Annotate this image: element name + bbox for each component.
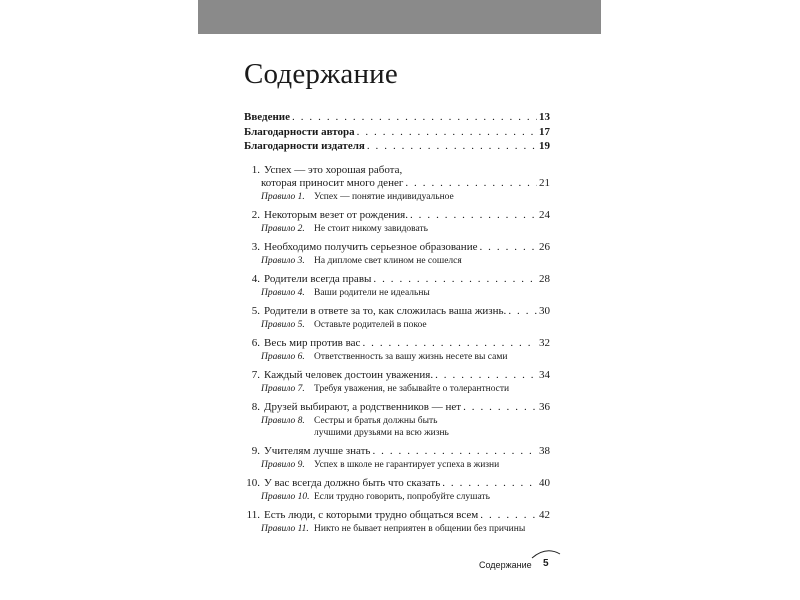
- page-title: Содержание: [244, 58, 398, 90]
- chapter-rule: [261, 459, 499, 471]
- chapter-rule: [261, 523, 525, 535]
- leader-dots: [373, 273, 537, 286]
- leader-dots: [405, 177, 537, 190]
- chapter-rule: [261, 415, 437, 427]
- chapter-page: 30: [539, 305, 550, 317]
- toc-entry-introduction[interactable]: [244, 111, 550, 124]
- chapter-page: 38: [539, 445, 550, 457]
- leader-dots: [508, 305, 537, 318]
- chapter-title: Некоторым везет от рождения.: [264, 209, 408, 221]
- chapter-title: Учителям лучше знать: [264, 445, 371, 457]
- toc-entry-page: 13: [539, 111, 550, 123]
- chapter-page: 28: [539, 273, 550, 285]
- chapter-page: 42: [539, 509, 550, 521]
- chapter-rule: [261, 255, 462, 267]
- footer-section-label: Содержание: [479, 560, 532, 570]
- chapter-rule: [261, 491, 490, 503]
- chapter-title: Есть люди, с которыми трудно общаться всем: [264, 509, 479, 521]
- chapter-number: 2.: [251, 209, 260, 221]
- leader-dots: [410, 209, 537, 222]
- leader-dots: [367, 140, 537, 153]
- rule-text: Если трудно говорить, попробуйте слушать: [314, 492, 490, 502]
- chapter-page: 32: [539, 337, 550, 349]
- leader-dots: [479, 241, 537, 254]
- rule-text: Никто не бывает неприятен в общении без причины: [314, 524, 526, 534]
- rule-label: Правило 3.: [261, 256, 305, 266]
- chapter-title: Необходимо получить серьезное образование: [264, 241, 478, 253]
- chapter-number: 6.: [251, 337, 260, 349]
- rule-label: Правило 9.: [261, 460, 305, 470]
- rule-label: Правило 6.: [261, 352, 305, 362]
- chapter-title: Родители в ответе за то, как сложилась ваша жизнь.: [264, 305, 507, 317]
- rule-text: Оставьте родителей в покое: [314, 320, 427, 330]
- chapter-page: 21: [539, 177, 550, 189]
- rule-label: Правило 10.: [261, 492, 310, 502]
- chapter-title: Друзей выбирают, а родственников — нет: [264, 401, 462, 413]
- toc-chapter-3[interactable]: [244, 241, 550, 254]
- rule-text: Сестры и братья должны быть: [314, 416, 438, 426]
- toc-chapter-11[interactable]: [244, 509, 550, 522]
- leader-dots: [357, 126, 537, 139]
- rule-label: Правило 5.: [261, 320, 305, 330]
- rule-text: Требуя уважения, не забывайте о толерантности: [314, 384, 510, 394]
- toc-entry-page: 19: [539, 140, 550, 152]
- chapter-number: 4.: [251, 273, 260, 285]
- chapter-title: Каждый человек достоин уважения.: [264, 369, 434, 381]
- toc-entry-title: Введение: [244, 111, 291, 123]
- toc-entry-publisher-thanks[interactable]: [244, 140, 550, 153]
- chapter-number: 3.: [251, 241, 260, 253]
- toc-entry-title: Благодарности издателя: [244, 140, 365, 152]
- leader-dots: [372, 445, 537, 458]
- leader-dots: [442, 477, 537, 490]
- chapter-title-cont: которая приносит много денег: [261, 177, 404, 189]
- rule-text: На дипломе свет клином не сошелся: [314, 256, 462, 266]
- chapter-rule: [261, 351, 507, 363]
- chapter-rule: [261, 383, 509, 395]
- rule-text: Не стоит никому завидовать: [314, 224, 428, 234]
- toc-entry-title: Благодарности автора: [244, 126, 355, 138]
- chapter-number: 5.: [251, 305, 260, 317]
- chapter-title: У вас всегда должно быть что сказать: [264, 477, 441, 489]
- chapter-page: 24: [539, 209, 550, 221]
- rule-text: Успех — понятие индивидуальное: [314, 192, 454, 202]
- leader-dots: [463, 401, 537, 414]
- rule-label: Правило 7.: [261, 384, 305, 394]
- chapter-title: Весь мир против вас: [264, 337, 361, 349]
- rule-text: Ответственность за вашу жизнь несете вы сами: [314, 352, 508, 362]
- toc-chapter-2[interactable]: [244, 209, 550, 222]
- toc-chapter-8[interactable]: [244, 401, 550, 414]
- toc-chapter-7[interactable]: [244, 369, 550, 382]
- chapter-page: 40: [539, 477, 550, 489]
- chapter-rule: [261, 287, 430, 299]
- chapter-number: 1.: [251, 164, 260, 176]
- chapter-page: 36: [539, 401, 550, 413]
- rule-text: Успех в школе не гарантирует успеха в жизни: [314, 460, 500, 470]
- rule-label: Правило 1.: [261, 192, 305, 202]
- rule-label: Правило 2.: [261, 224, 305, 234]
- chapter-number: 7.: [251, 369, 260, 381]
- chapter-rule: [261, 191, 454, 203]
- chapter-number: 11.: [246, 509, 260, 521]
- footer-page-number: 5: [543, 558, 549, 569]
- chapter-page: 34: [539, 369, 550, 381]
- toc-entry-page: 17: [539, 126, 550, 138]
- toc-chapter-6[interactable]: [244, 337, 550, 350]
- header-band: [198, 0, 601, 34]
- toc-chapter-4[interactable]: [244, 273, 550, 286]
- chapter-page: 26: [539, 241, 550, 253]
- toc-chapter-10[interactable]: [244, 477, 550, 490]
- leader-dots: [435, 369, 537, 382]
- chapter-title: Родители всегда правы: [264, 273, 372, 285]
- toc-chapter-1[interactable]: [244, 164, 550, 177]
- rule-label: Правило 4.: [261, 288, 305, 298]
- toc-chapter-5[interactable]: [244, 305, 550, 318]
- rule-label: Правило 8.: [261, 416, 305, 426]
- chapter-rule: [261, 223, 428, 235]
- leader-dots: [480, 509, 537, 522]
- rule-text: Ваши родители не идеальны: [314, 288, 430, 298]
- chapter-rule-cont: лучшими друзьями на всю жизнь: [314, 428, 449, 438]
- chapter-number: 9.: [251, 445, 260, 457]
- chapter-rule: [261, 319, 427, 331]
- toc-entry-author-thanks[interactable]: [244, 126, 550, 139]
- rule-label: Правило 11.: [261, 524, 309, 534]
- leader-dots: [362, 337, 537, 350]
- chapter-number: 10.: [246, 477, 260, 489]
- toc-chapter-1-cont[interactable]: [261, 177, 550, 190]
- chapter-number: 8.: [251, 401, 260, 413]
- chapter-title: Успех — это хорошая работа,: [264, 164, 403, 176]
- leader-dots: [292, 111, 537, 124]
- toc-chapter-9[interactable]: [244, 445, 550, 458]
